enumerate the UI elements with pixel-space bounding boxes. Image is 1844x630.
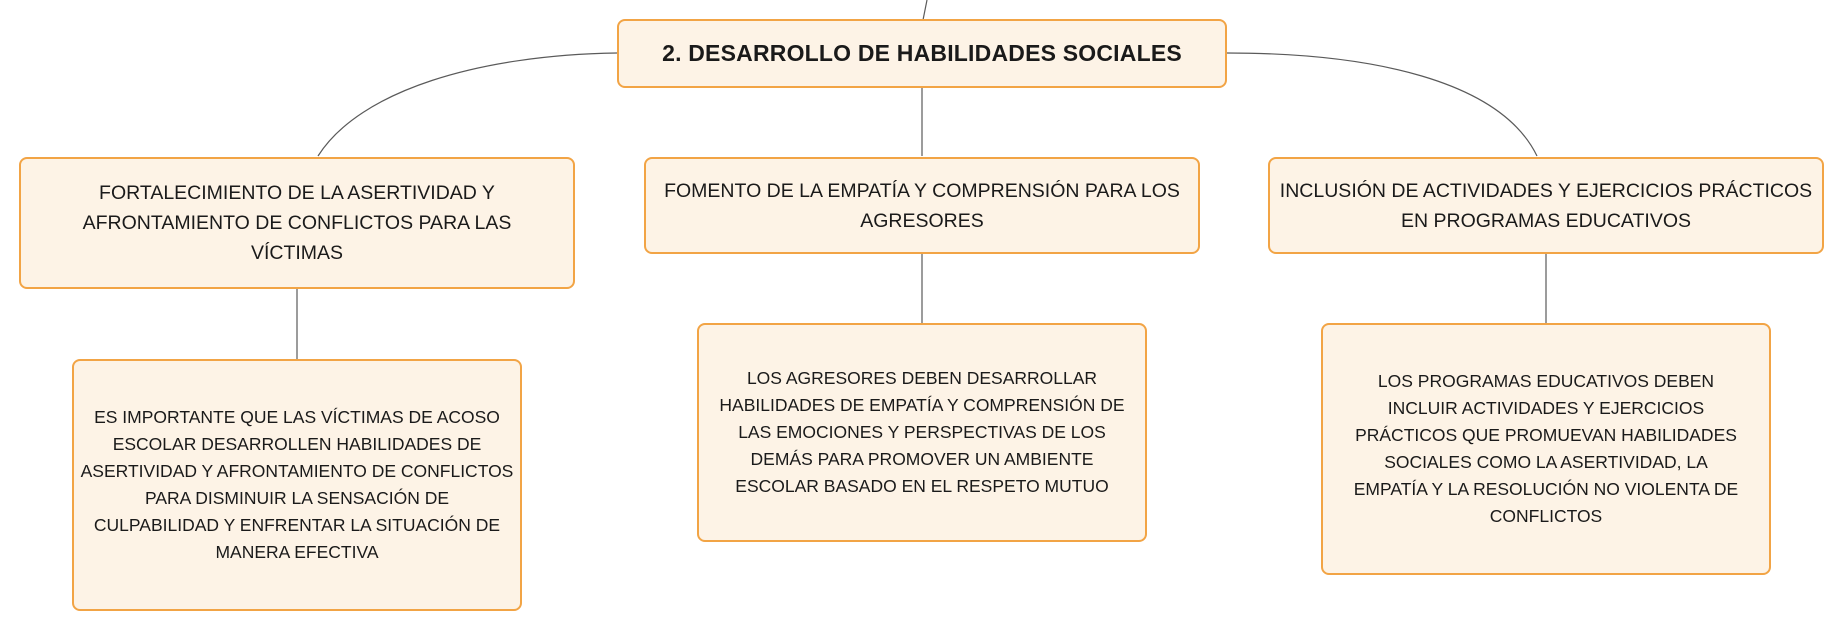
branch-topic-label: INCLUSIÓN DE ACTIVIDADES Y EJERCICIOS PRÁCTICOS EN PROGRAMAS EDUCATIVOS (1279, 179, 1813, 232)
detail-node-empathy[interactable] (697, 323, 1147, 542)
branch-topic-empathy[interactable] (644, 157, 1200, 254)
branch-topic-label: FOMENTO DE LA EMPATÍA Y COMPRENSIÓN PARA LOS AGRESORES (664, 179, 1180, 232)
root-topic-label: 2. DESARROLLO DE HABILIDADES SOCIALES (662, 40, 1182, 66)
detail-node-assertiveness[interactable] (72, 359, 522, 611)
detail-text: LOS PROGRAMAS EDUCATIVOS DEBEN INCLUIR ACTIVIDADES Y EJERCICIOS PRÁCTICOS QUE PROMUEVAN HABILIDADES SOCIALES COMO LA ASERTIVIDAD, LA EMPATÍA Y LA RESOLUCIÓN NO VIOLENTA DE CONFLICTOS (1353, 371, 1739, 526)
connector-root-to-branch-3 (1227, 53, 1537, 156)
branch-topic-practical-activities[interactable] (1268, 157, 1824, 254)
branch-topic-assertiveness[interactable] (19, 157, 575, 289)
root-topic-node[interactable] (617, 19, 1227, 88)
detail-text: LOS AGRESORES DEBEN DESARROLLAR HABILIDADES DE EMPATÍA Y COMPRENSIÓN DE LAS EMOCIONES Y PERSPECTIVAS DE LOS DEMÁS PARA PROMOVER UN AMBIENTE ESCOLAR BASADO EN EL RESPETO MUTUO (719, 368, 1125, 496)
connector-incoming-root (923, 0, 927, 20)
connector-root-to-branch-1 (318, 53, 617, 156)
branch-topic-label: FORTALECIMIENTO DE LA ASERTIVIDAD Y AFRONTAMIENTO DE CONFLICTOS PARA LAS VÍCTIMAS (82, 182, 512, 264)
detail-node-practical-activities[interactable] (1321, 323, 1771, 575)
detail-text: ES IMPORTANTE QUE LAS VÍCTIMAS DE ACOSO ESCOLAR DESARROLLEN HABILIDADES DE ASERTIVIDAD Y AFRONTAMIENTO DE CONFLICTOS PARA DISMINUIR LA SENSACIÓN DE CULPABILIDAD Y ENFRENTAR LA SITUACIÓN DE MANERA EFECTIVA (80, 407, 514, 562)
